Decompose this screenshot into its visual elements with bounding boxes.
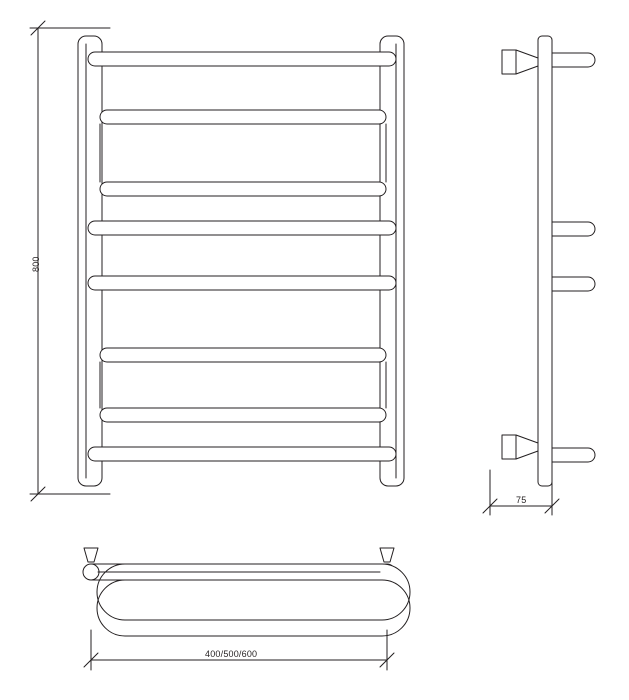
front-rail-7 [100, 408, 386, 422]
side-rail-2 [552, 222, 595, 236]
front-left-post [78, 36, 102, 486]
front-rail-2 [100, 110, 386, 124]
side-rail-3 [552, 277, 595, 291]
plan-left-bracket [84, 548, 98, 562]
depth-dimension-label: 75 [516, 495, 527, 505]
front-rail-3 [100, 182, 386, 196]
plan-view [83, 548, 410, 636]
side-top-bracket [502, 50, 538, 74]
front-rail-1 [88, 52, 396, 66]
front-frame-connectors [100, 124, 386, 408]
front-rail-4 [88, 221, 396, 235]
side-bottom-bracket [502, 435, 538, 459]
side-rail-1 [552, 53, 595, 67]
front-elevation-view [78, 36, 404, 486]
height-dimension-label: 800 [31, 256, 41, 272]
front-rail-5 [88, 276, 396, 290]
width-dimension-label: 400/500/600 [205, 649, 258, 659]
plan-right-bracket [380, 548, 394, 562]
front-rail-8 [88, 447, 396, 461]
front-rail-6 [100, 348, 386, 362]
side-elevation-view [502, 36, 595, 486]
side-rail-4 [552, 448, 595, 462]
